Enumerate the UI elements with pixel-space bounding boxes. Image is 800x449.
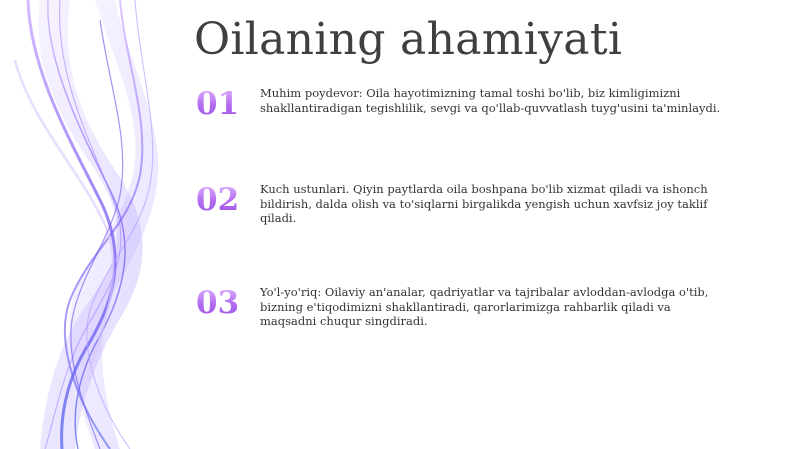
purple-smoke-ribbon-decoration — [0, 0, 170, 449]
item-text: Kuch ustunlari. Qiyin paytlarda oila boshpana bo'lib xizmat qiladi va ishonch bildirish, dalda olish va to'siqlarni birgalikda yengish uchun xavfsiz joy taklif qiladi. — [260, 182, 708, 225]
item-number: 02 — [196, 182, 240, 218]
item-text: Yo'l-yo'riq: Oilaviy an'analar, qadriyatlar va tajribalar avloddan-avlodga o'tib, bizning e'tiqodimizni shakllantiradi, qarorlarimizga rahbarlik qiladi va maqsadni chuqur singdiradi. — [260, 285, 709, 328]
item-number: 01 — [196, 86, 240, 122]
item-text: Muhim poydevor: Oila hayotimizning tamal toshi bo'lib, biz kimligimizni shakllantiradigan tegishlilik, sevgi va qo'llab-quvvatlash tuyg'usini ta'minlaydi. — [260, 86, 721, 115]
page-title: Oilaning ahamiyati — [194, 14, 623, 65]
item-number: 03 — [196, 285, 240, 321]
